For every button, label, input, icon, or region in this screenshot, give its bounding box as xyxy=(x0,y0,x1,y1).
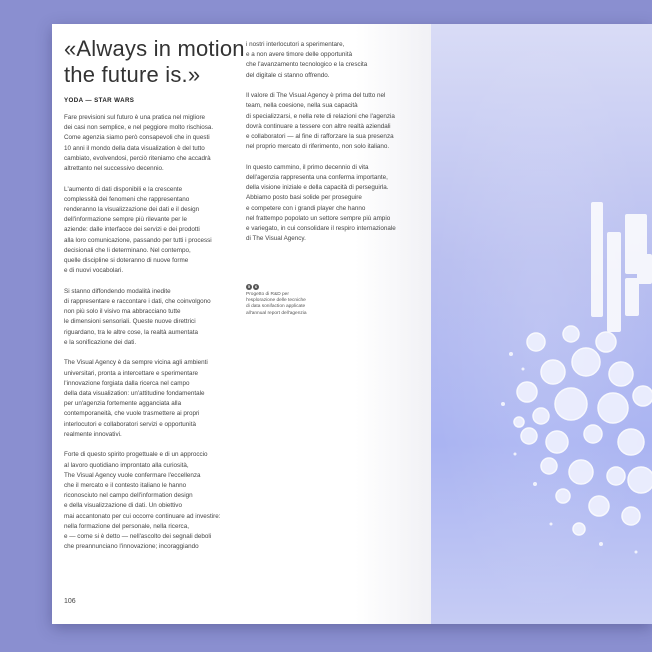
dot-shape xyxy=(599,542,603,546)
body-column-right xyxy=(246,40,421,255)
bubble-shape xyxy=(555,388,587,420)
caption-badges xyxy=(246,284,356,290)
bubble-shape xyxy=(556,489,570,503)
bubble-shape xyxy=(517,382,537,402)
bubble-shape xyxy=(609,362,633,386)
caption-text: Progetto di R&D per l'esplorazione delle tecniche di data sonifaction applicate all'annual report dell'agenzia xyxy=(246,292,307,316)
left-page xyxy=(52,24,431,624)
bubble-shape xyxy=(541,360,565,384)
image-caption xyxy=(246,284,356,317)
figure-number-badge: 6 xyxy=(254,284,258,289)
bar-shape xyxy=(625,278,639,316)
book-spread xyxy=(52,24,652,624)
bubble-shape xyxy=(541,458,557,474)
bubble-shape xyxy=(618,429,644,455)
paragraph: Si stanno diffondendo modalità inedite di rappresentare e raccontare i dati, che coinvolgono non più solo il visivo ma abbracciano tutte le dimensioni sensoriali. Queste nuove direttrici riguardano, tra le altre cose, la realtà aumentata e la sonificazione dei dati. xyxy=(64,287,211,346)
dot-shape xyxy=(533,482,537,486)
sonification-artwork xyxy=(431,24,652,624)
bubble-shape xyxy=(569,460,593,484)
right-page-artwork xyxy=(431,24,652,624)
figure-number-badge: 5 xyxy=(247,284,251,289)
bubble-shape xyxy=(521,428,537,444)
bubble-shape xyxy=(527,333,545,351)
dot-shape xyxy=(522,368,525,371)
bubble-shape xyxy=(573,523,585,535)
bubble-shape xyxy=(607,467,625,485)
bubble-shape xyxy=(533,408,549,424)
paragraph: i nostri interlocutori a sperimentare, e a non avere timore delle opportunità che l'avanzamento tecnologico e la crescita del digitale ci stanno offrendo. xyxy=(246,41,368,79)
bubble-shape xyxy=(628,467,652,493)
paragraph: In questo cammino, il primo decennio di vita dell'agenzia rappresenta una conferma importante, della visione iniziale e della capacità di perseguirla. Abbiamo posto basi solide per proseguire e competere con i grandi player che hanno nel frattempo popolato un settore sempre più ampio e variegato, in cui consolidare il respiro internazionale di The Visual Agency. xyxy=(246,163,396,243)
bar-shape xyxy=(591,202,603,317)
bubble-shape xyxy=(546,431,568,453)
dot-shape xyxy=(501,402,505,406)
dot-shape xyxy=(635,551,638,554)
dot-shape xyxy=(550,523,553,526)
bubble-shape xyxy=(622,507,640,525)
bubble-shape xyxy=(514,417,524,427)
pull-quote: «Always in motion the future is.» xyxy=(64,36,245,87)
paragraph: L'aumento di dati disponibili e la crescente complessità dei fenomeni che rappresentano renderanno la visualizzazione dei dati e il design dell'informazione sempre più rilevante per le aziende: dalle interfacce dei servizi e dei prodotti alla loro comunicazione, passando per tutti i processi decisionali che li determinano. Nel contempo, quelle discipline si doteranno di nuove forme e di nuovi vocabolari. xyxy=(64,185,212,275)
dot-shape xyxy=(514,453,517,456)
bubble-shape xyxy=(596,332,616,352)
paragraph: Forte di questo spirito progettuale e di un approccio al lavoro quotidiano improntato alla curiosità, The Visual Agency vuole confermare l'eccellenza che il mercato e il contesto italiano le hanno riconosciuto nel campo dell'information design e della visualizzazione di dati. Un obiettivo mai accantonato per cui occorre continuare ad investire: nella formazione del personale, nella ricerca, e — come si è detto — nell'ascolto dei segnali deboli che preannunciano l'innovazione; incoraggiando xyxy=(64,451,221,551)
bubble-shape xyxy=(598,393,628,423)
page-number: 106 xyxy=(64,598,76,605)
quote-attribution: YODA — STAR WARS xyxy=(64,97,135,104)
bubble-shape xyxy=(633,386,652,406)
bubble-shape xyxy=(589,496,609,516)
paragraph: The Visual Agency è da sempre vicina agli ambienti universitari, pronta a intercettare e sperimentare l'innovazione forgiata dalla ricerca nel campo della data visualization: un'attitudine fondamentale per un'agenzia fortemente agganciata alla contemporaneità, che vuole trasmettere ai propri interlocutori e collaboratori servizi e opportunità realmente innovativi. xyxy=(64,359,208,438)
bar-shape xyxy=(607,232,621,332)
paragraph: Fare previsioni sul futuro è una pratica nel migliore dei casi non semplice, e nel peggiore molto rischiosa. Come agenzia siamo però consapevoli che in questi 10 anni il mondo della data visualization è del tutto cambiato, evolvendosi, perciò riteniamo che accadrà altrettanto nel successivo decennio. xyxy=(64,114,214,173)
bubble-shape xyxy=(584,425,602,443)
bar-shape xyxy=(637,254,652,284)
bubble-shape xyxy=(572,348,600,376)
dot-shape xyxy=(509,352,513,356)
bubble-shape xyxy=(563,326,579,342)
body-column-left xyxy=(64,113,249,563)
paragraph: Il valore di The Visual Agency è prima del tutto nel team, nella coesione, nella sua capacità di specializzarsi, e nella rete di relazioni che l'agenzia dovrà continuare a tessere con altre realtà aziendali e collaboratori — al fine di rafforzare la sua presenza nel proprio mercato di riferimento, non solo italiano. xyxy=(246,92,395,151)
